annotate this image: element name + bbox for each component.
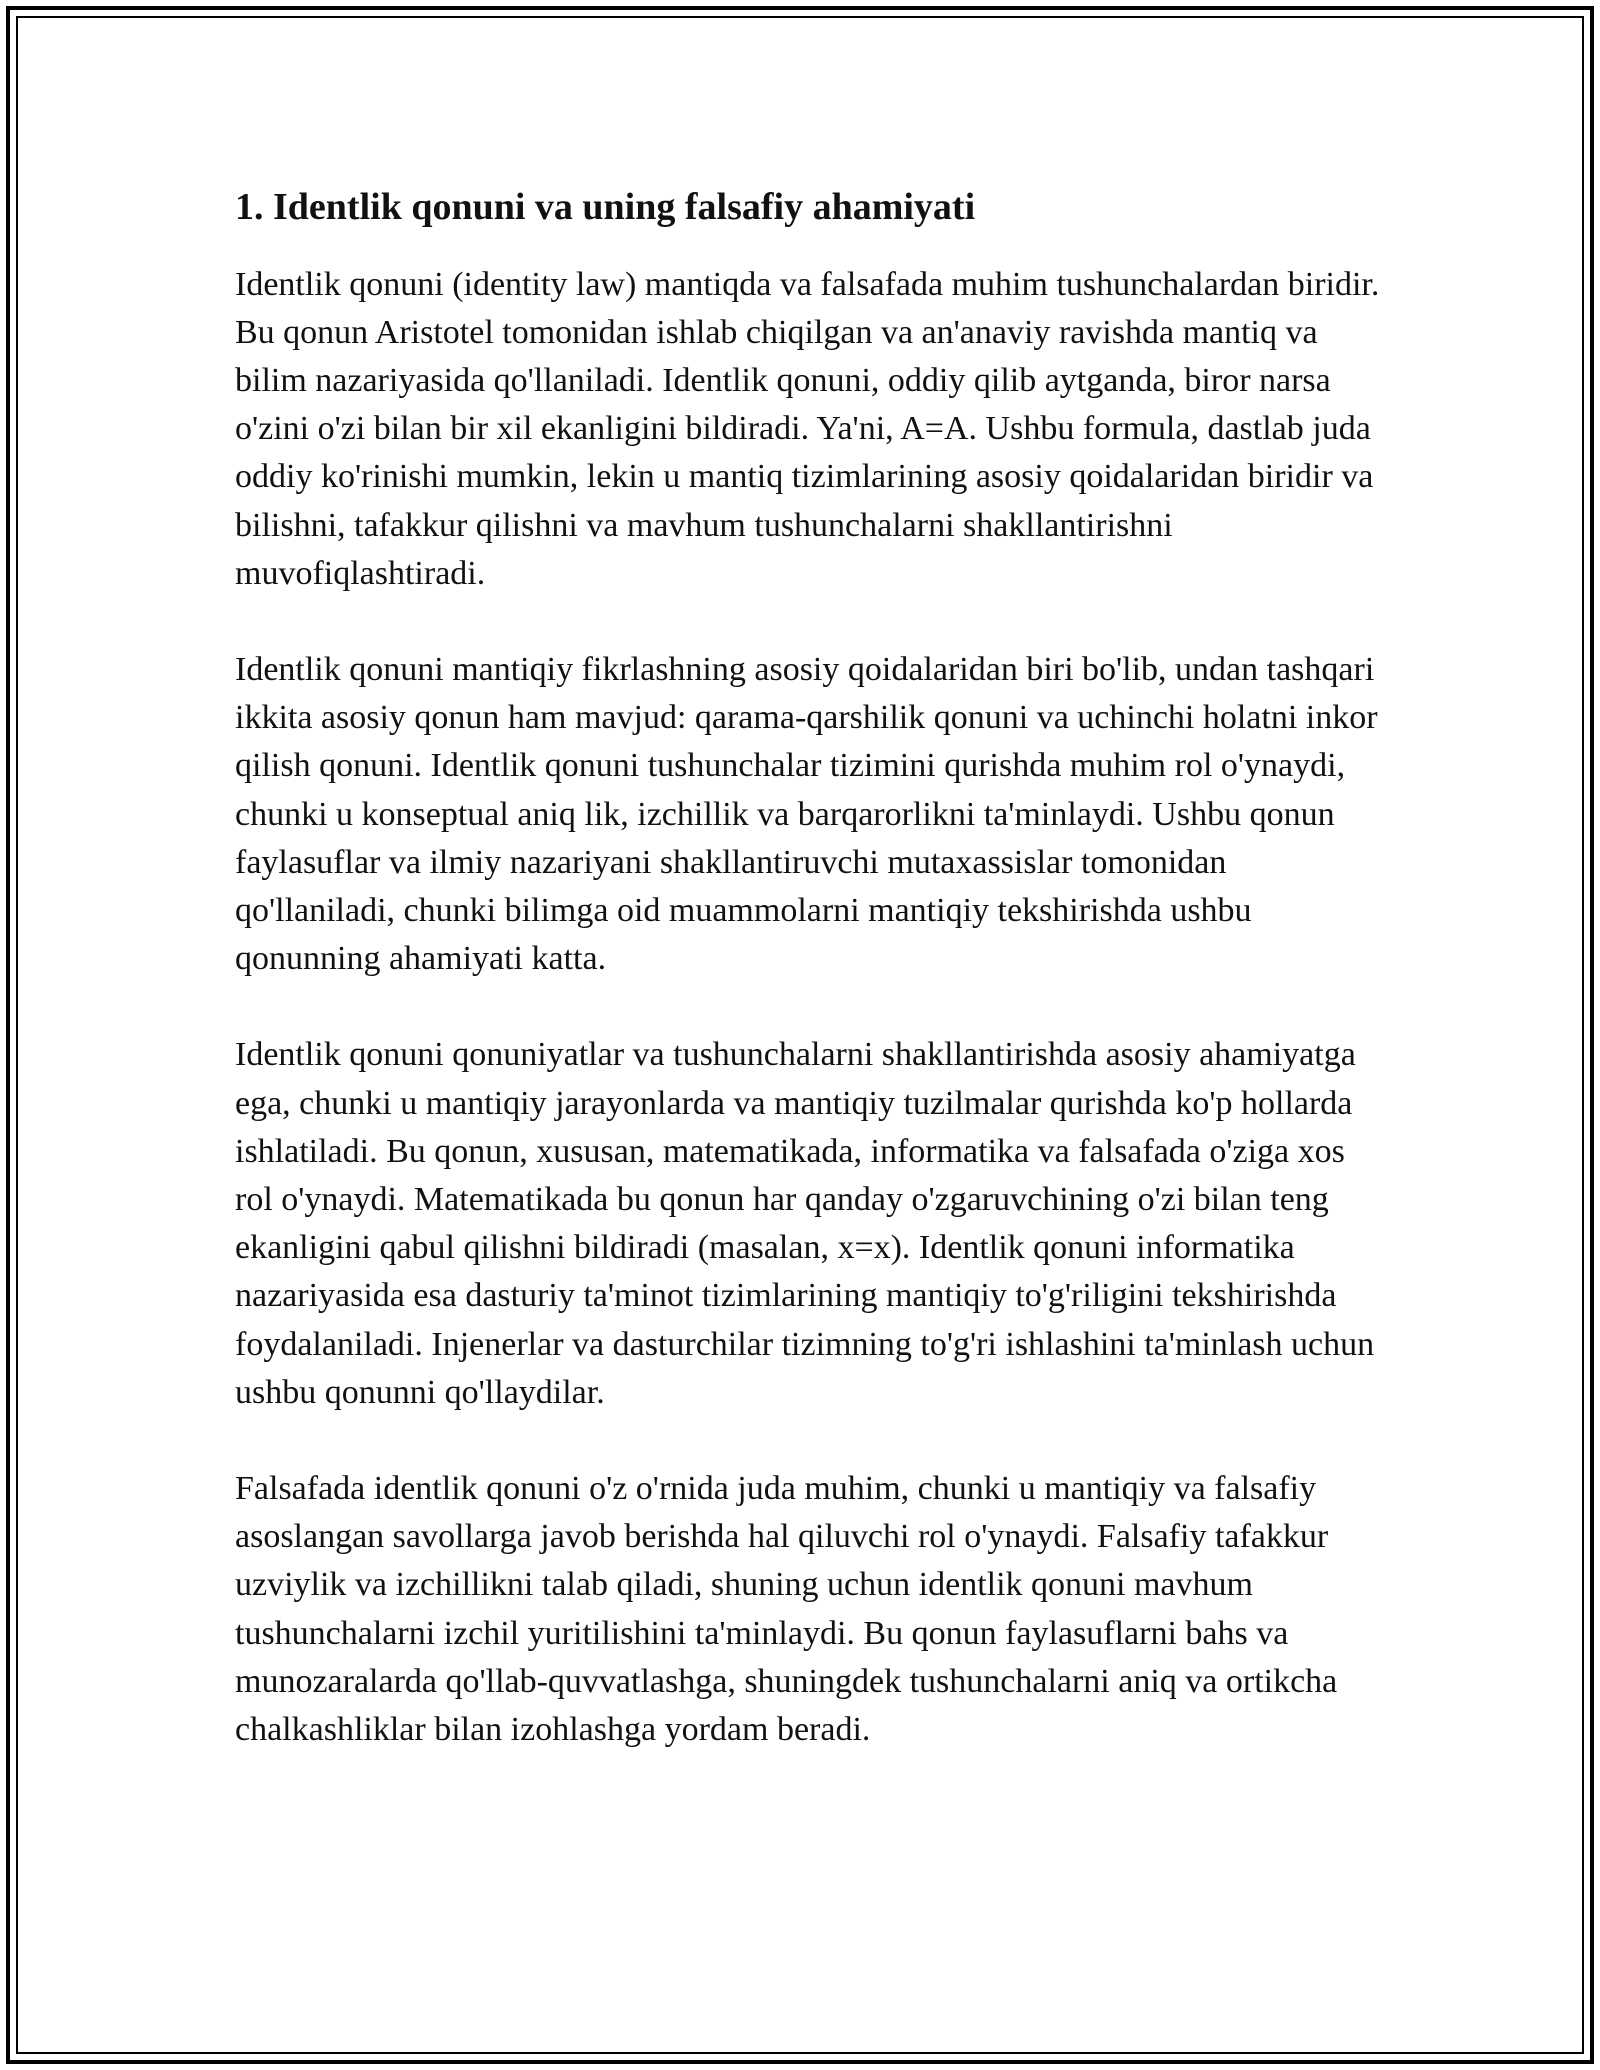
paragraph-1: Identlik qonuni (identity law) mantiqda va falsafada muhim tushunchalardan biridir. Bu qonun Aristotel tomonidan ishlab chiqilgan va an'anaviy ravishda mantiq va bilim nazariyasida qo'llaniladi. Identlik qonuni, oddiy qilib aytganda, biror narsa o'zini o'zi bilan bir xil ekanligini bildiradi. Ya'ni, A=A. Ushbu formula, dastlab juda oddiy ko'rinishi mumkin, lekin u mantiq tizimlarining asosiy qoidalaridan biridir va bilishni, tafakkur qilishni va mavhum tushunchalarni shakllantirishni muvofiqlashtiradi. <box>235 265 1380 592</box>
paragraph-4: Falsafada identlik qonuni o'z o'rnida juda muhim, chunki u mantiqiy va falsafiy asoslangan savollarga javob berishda hal qiluvchi rol o'ynaydi. Falsafiy tafakkur uzviylik va izchillikni talab qiladi, shuning uchun identlik qonuni mavhum tushunchalarni izchil yuritilishini ta'minlaydi. Bu qonun faylasuflarni bahs va munozaralarda qo'llab-quvvatlashga, shuningdek tushunchalarni aniq va ortikcha chalkashliklar bilan izohlashga yordam beradi. <box>235 1470 1338 1749</box>
paragraph-3: Identlik qonuni qonuniyatlar va tushunchalarni shakllantirishda asosiy ahamiyatga ega, chunki u mantiqiy jarayonlarda va mantiqiy tuzilmalar qurishda ko'p hollarda ishlatiladi. Bu qonun, xususan, matematikada, informatika va falsafada o'ziga xos rol o'ynaydi. Matematikada bu qonun har qanday o'zgaruvchining o'zi bilan teng ekanligini qabul qilishni bildiradi (masalan, x=x). Identlik qonuni informatika nazariyasida esa dasturiy ta'minot tizimlarining mantiqiy to'g'riligini tekshirishda foydalaniladi. Injenerlar va dasturchilar tizimning to'g'ri ishlashini ta'minlash uchun ushbu qonunni qo'llaydilar. <box>235 1036 1375 1411</box>
section-heading: 1. Identlik qonuni va uning falsafiy ahamiyati <box>235 186 976 228</box>
paragraph-2: Identlik qonuni mantiqiy fikrlashning asosiy qoidalaridan biri bo'lib, undan tashqari ikkita asosiy qonun ham mavjud: qarama-qarshilik qonuni va uchinchi holatni inkor qilish qonuni. Identlik qonuni tushunchalar tizimini qurishda muhim rol o'ynaydi, chunki u konseptual aniq lik, izchillik va barqarorlikni ta'minlaydi. Ushbu qonun faylasuflar va ilmiy nazariyani shakllantiruvchi mutaxassislar tomonidan qo'llaniladi, chunki bilimga oid muammolarni mantiqiy tekshirishda ushbu qonunning ahamiyati katta. <box>235 651 1378 978</box>
document-body <box>235 185 1385 1802</box>
